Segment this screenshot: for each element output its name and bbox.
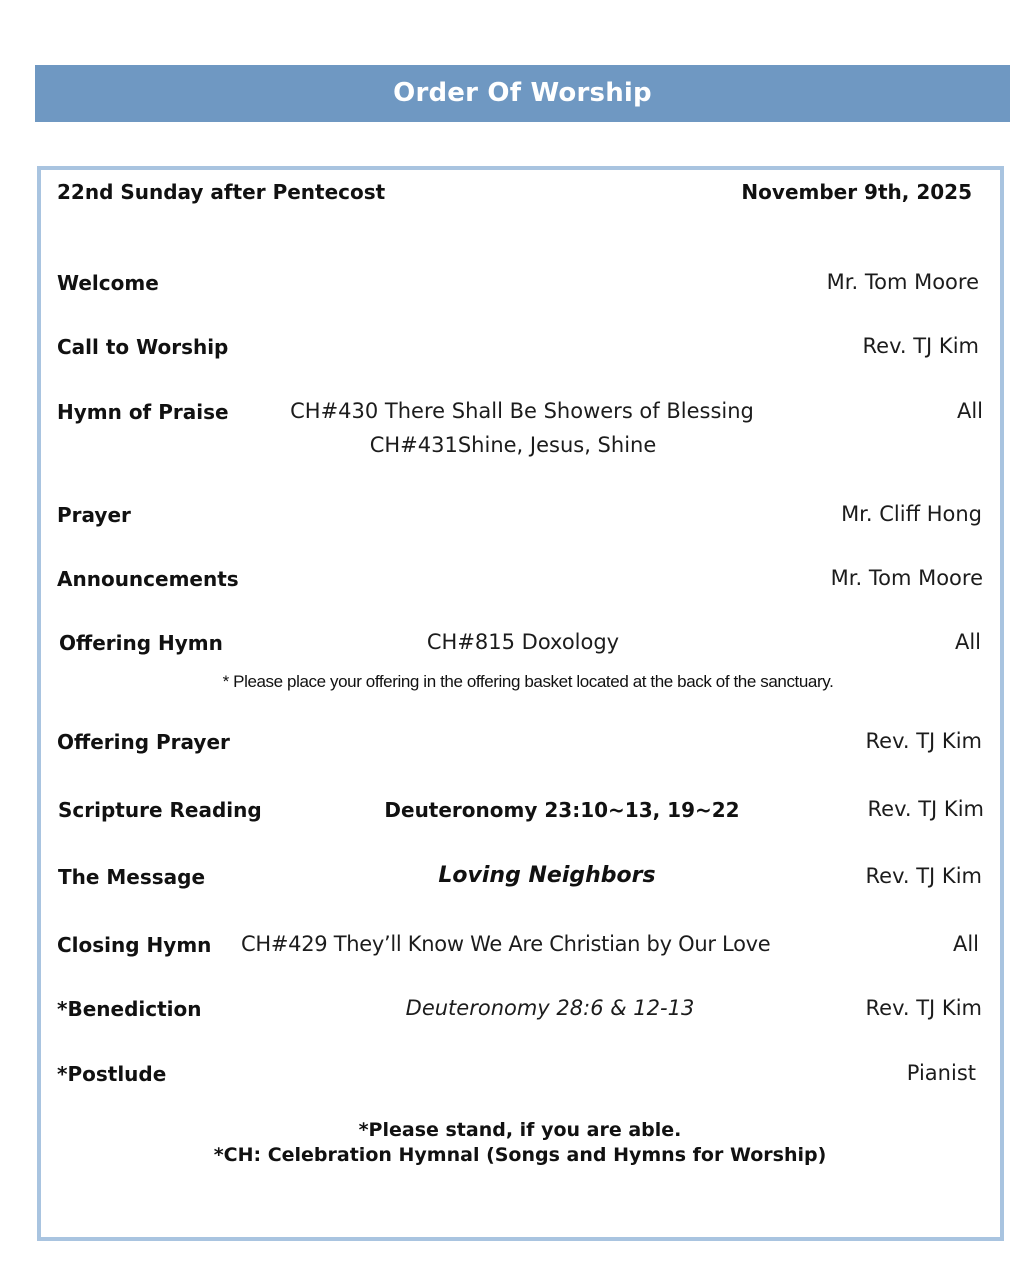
hymn-of-praise-second-hymn: CH#431Shine, Jesus, Shine [369,433,657,457]
closing-hymn-detail: CH#429 They’ll Know We Are Christian by Our Love [241,932,771,956]
stand-note: *Please stand, if you are able. [358,1119,682,1141]
scripture-reading-label: Scripture Reading [58,798,262,822]
service-date: November 9th, 2025 [741,180,972,204]
postlude-label: *Postlude [57,1062,167,1086]
prayer-label: Prayer [57,503,131,527]
postlude-leader: Pianist [906,1061,976,1085]
hymn-of-praise-leader: All [956,399,983,423]
welcome-leader: Mr. Tom Moore [826,270,979,294]
benediction-leader: Rev. TJ Kim [865,996,982,1020]
offering-hymn-label: Offering Hymn [59,631,223,655]
announcements-label: Announcements [57,567,239,591]
page-title: Order Of Worship [35,65,1010,122]
offering-hymn-leader: All [954,630,981,654]
scripture-reading-detail: Deuteronomy 23:10~13, 19~22 [384,798,740,822]
service-occasion: 22nd Sunday after Pentecost [57,180,386,204]
announcements-leader: Mr. Tom Moore [830,566,983,590]
benediction-detail: Deuteronomy 28:6 & 12-13 [405,996,695,1020]
hymn-of-praise-label: Hymn of Praise [57,400,229,424]
welcome-label: Welcome [57,271,159,295]
call-to-worship-leader: Rev. TJ Kim [862,334,979,358]
hymn-of-praise-first-hymn: CH#430 There Shall Be Showers of Blessing [290,399,754,423]
closing-hymn-leader: All [952,932,979,956]
message-title: Loving Neighbors [438,863,656,888]
hymnal-note: *CH: Celebration Hymnal (Songs and Hymns for Worship) [213,1144,827,1166]
message-label: The Message [58,865,206,889]
benediction-label: *Benediction [57,997,202,1021]
order-of-worship-frame [37,166,1004,1241]
offering-prayer-leader: Rev. TJ Kim [865,729,982,753]
offering-note: * Please place your offering in the offering basket located at the back of the sanctuary. [222,672,834,691]
call-to-worship-label: Call to Worship [57,335,229,359]
scripture-reading-leader: Rev. TJ Kim [867,797,984,821]
offering-prayer-label: Offering Prayer [57,730,230,754]
message-leader: Rev. TJ Kim [865,864,982,888]
closing-hymn-label: Closing Hymn [57,933,212,957]
prayer-leader: Mr. Cliff Hong [841,502,982,526]
offering-hymn-detail: CH#815 Doxology [426,630,620,654]
